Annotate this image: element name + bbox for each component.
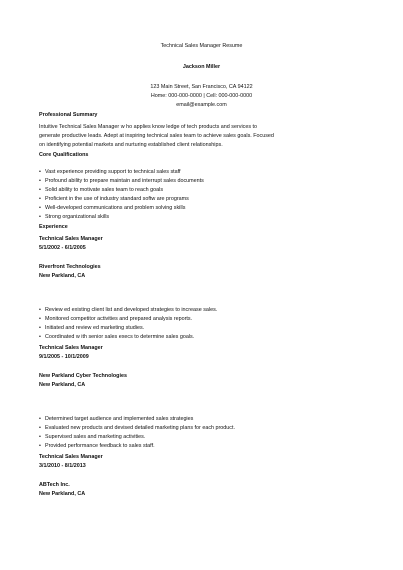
bullet-icon: •: [39, 425, 41, 431]
list-item: • Well-developed communications and problem solving skills: [39, 205, 186, 211]
list-item: • Determined target audience and implemented sales strategies: [39, 416, 194, 422]
bullet-icon: •: [39, 443, 41, 449]
job-company: ABTech Inc.: [39, 482, 70, 488]
job-dates: 3/1/2010 - 8/1/2013: [39, 463, 86, 469]
candidate-name: Jackson Miller: [182, 64, 221, 70]
bullet-icon: •: [39, 307, 41, 313]
summary-line: Intuitive Technical Sales Manager w ho applies know ledge of tech products and services to: [39, 124, 258, 130]
job-location: New Parkland, CA: [39, 491, 86, 497]
bullet-icon: •: [39, 214, 41, 220]
address: 123 Main Street, San Francisco, CA 94122: [150, 84, 253, 90]
bullet-icon: •: [39, 434, 41, 440]
email: email@example.com: [176, 102, 227, 108]
bullet-icon: •: [39, 334, 41, 340]
list-item: • Coordinated w ith senior sales execs to determine sales goals.: [39, 334, 195, 340]
job-location: New Parkland, CA: [39, 273, 86, 279]
list-item: • Monitored competitor activities and prepared analysis reports.: [39, 316, 193, 322]
resume-title: Technical Sales Manager Resume: [160, 43, 243, 49]
list-item: • Profound ability to prepare maintain and interrupt sales documents: [39, 178, 204, 184]
job-dates: 5/1/2002 - 6/1/2005: [39, 245, 86, 251]
job-role: Technical Sales Manager: [39, 454, 103, 460]
list-item: • Solid ability to motivate sales team to reach goals: [39, 187, 164, 193]
list-item: • Vast experience providing support to technical sales staff: [39, 169, 181, 175]
experience-heading: Experience: [39, 224, 68, 230]
list-item: • Provided performance feedback to sales staff.: [39, 443, 155, 449]
job-company: New Parkland Cyber Technologies: [39, 373, 127, 379]
bullet-icon: •: [39, 178, 41, 184]
job-role: Technical Sales Manager: [39, 345, 103, 351]
list-item: • Review ed existing client list and developed strategies to increase sales.: [39, 307, 218, 313]
list-item: • Supervised sales and marketing activities.: [39, 434, 146, 440]
job-dates: 9/1/2005 - 10/1/2009: [39, 354, 89, 360]
bullet-icon: •: [39, 187, 41, 193]
qualifications-heading: Core Qualifications: [39, 152, 89, 158]
list-item: • Evaluated new products and devised detailed marketing plans for each product.: [39, 425, 235, 431]
list-item: • Initiated and review ed marketing studies.: [39, 325, 145, 331]
list-item: • Proficient in the use of industry standard softw are programs: [39, 196, 189, 202]
summary-line: generate productive leads. Adept at inspiring technical sales team to achieve sales goals. Focused: [39, 133, 274, 139]
bullet-icon: •: [39, 205, 41, 211]
bullet-icon: •: [39, 316, 41, 322]
summary-heading: Professional Summary: [39, 112, 98, 118]
bullet-icon: •: [39, 169, 41, 175]
job-location: New Parkland, CA: [39, 382, 86, 388]
summary-line: on identifying potential markets and nurturing established client relationships.: [39, 142, 223, 148]
bullet-icon: •: [39, 196, 41, 202]
bullet-icon: •: [39, 416, 41, 422]
job-role: Technical Sales Manager: [39, 236, 103, 242]
list-item: • Strong organizational skills: [39, 214, 110, 220]
phone-line: Home: 000-000-0000 | Cell: 000-000-0000: [150, 93, 253, 99]
job-company: Riverfront Technologies: [39, 264, 101, 270]
bullet-icon: •: [39, 325, 41, 331]
